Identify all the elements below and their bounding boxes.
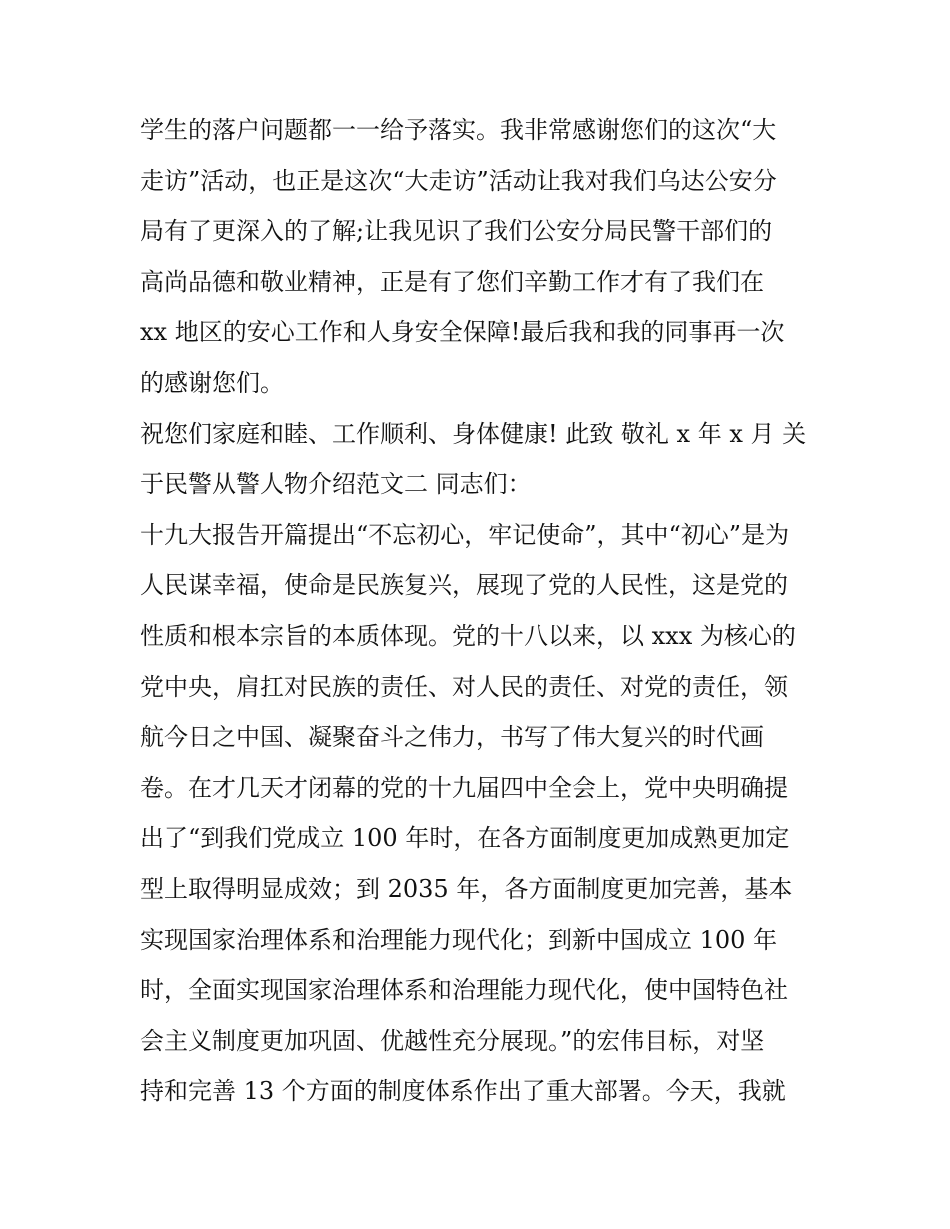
text-line: 走访”活动，也正是这次“大走访”活动让我对我们乌达公安分 (140, 166, 777, 195)
text-line: 局有了更深入的了解;让我见识了我们公安分局民警干部们的 (140, 217, 773, 246)
text-line: 高尚品德和敬业精神，正是有了您们辛勤工作才有了我们在 (140, 267, 764, 296)
text-line: 人民谋幸福，使命是民族复兴，展现了党的人民性，这是党的 (140, 571, 788, 600)
text-line: 型上取得明显成效；到 2035 年，各方面制度更加完善，基本 (140, 874, 793, 903)
text-line: 会主义制度更加巩固、优越性充分展现。”的宏伟目标，对坚 (140, 1026, 765, 1055)
text-line: 卷。在才几天才闭幕的党的十九届四中全会上，党中央明确提 (140, 773, 788, 802)
text-line: 于民警从警人物介绍范文二 同志们： (140, 470, 532, 499)
text-line: 祝您们家庭和睦、工作顺利、身体健康! 此致 敬礼 x 年 x 月 关 (140, 419, 807, 448)
text-line: 航今日之中国、凝聚奋斗之伟力，书写了伟大复兴的时代画 (140, 723, 764, 752)
document-body (140, 105, 820, 1117)
text-line: 实现国家治理体系和治理能力现代化；到新中国成立 100 年 (140, 925, 778, 954)
text-line: 性质和根本宗旨的本质体现。党的十八以来，以 xxx 为核心的 (140, 621, 796, 650)
text-line: 持和完善 13 个方面的制度体系作出了重大部署。今天，我就 (140, 1077, 786, 1106)
text-line: 时，全面实现国家治理体系和治理能力现代化，使中国特色社 (140, 976, 788, 1005)
text-line: 学生的落户问题都一一给予落实。我非常感谢您们的这次“大 (140, 116, 777, 144)
text-line: 十九大报告开篇提出“不忘初心，牢记使命”，其中“初心”是为 (140, 520, 790, 549)
text-line: xx 地区的安心工作和人身安全保障!最后我和我的同事再一次 (140, 318, 785, 347)
text-line: 党中央，肩扛对民族的责任、对人民的责任、对党的责任，领 (140, 672, 788, 701)
text-line: 的感谢您们。 (140, 368, 284, 397)
text-line: 出了“到我们党成立 100 年时，在各方面制度更加成熟更加定 (140, 824, 790, 853)
